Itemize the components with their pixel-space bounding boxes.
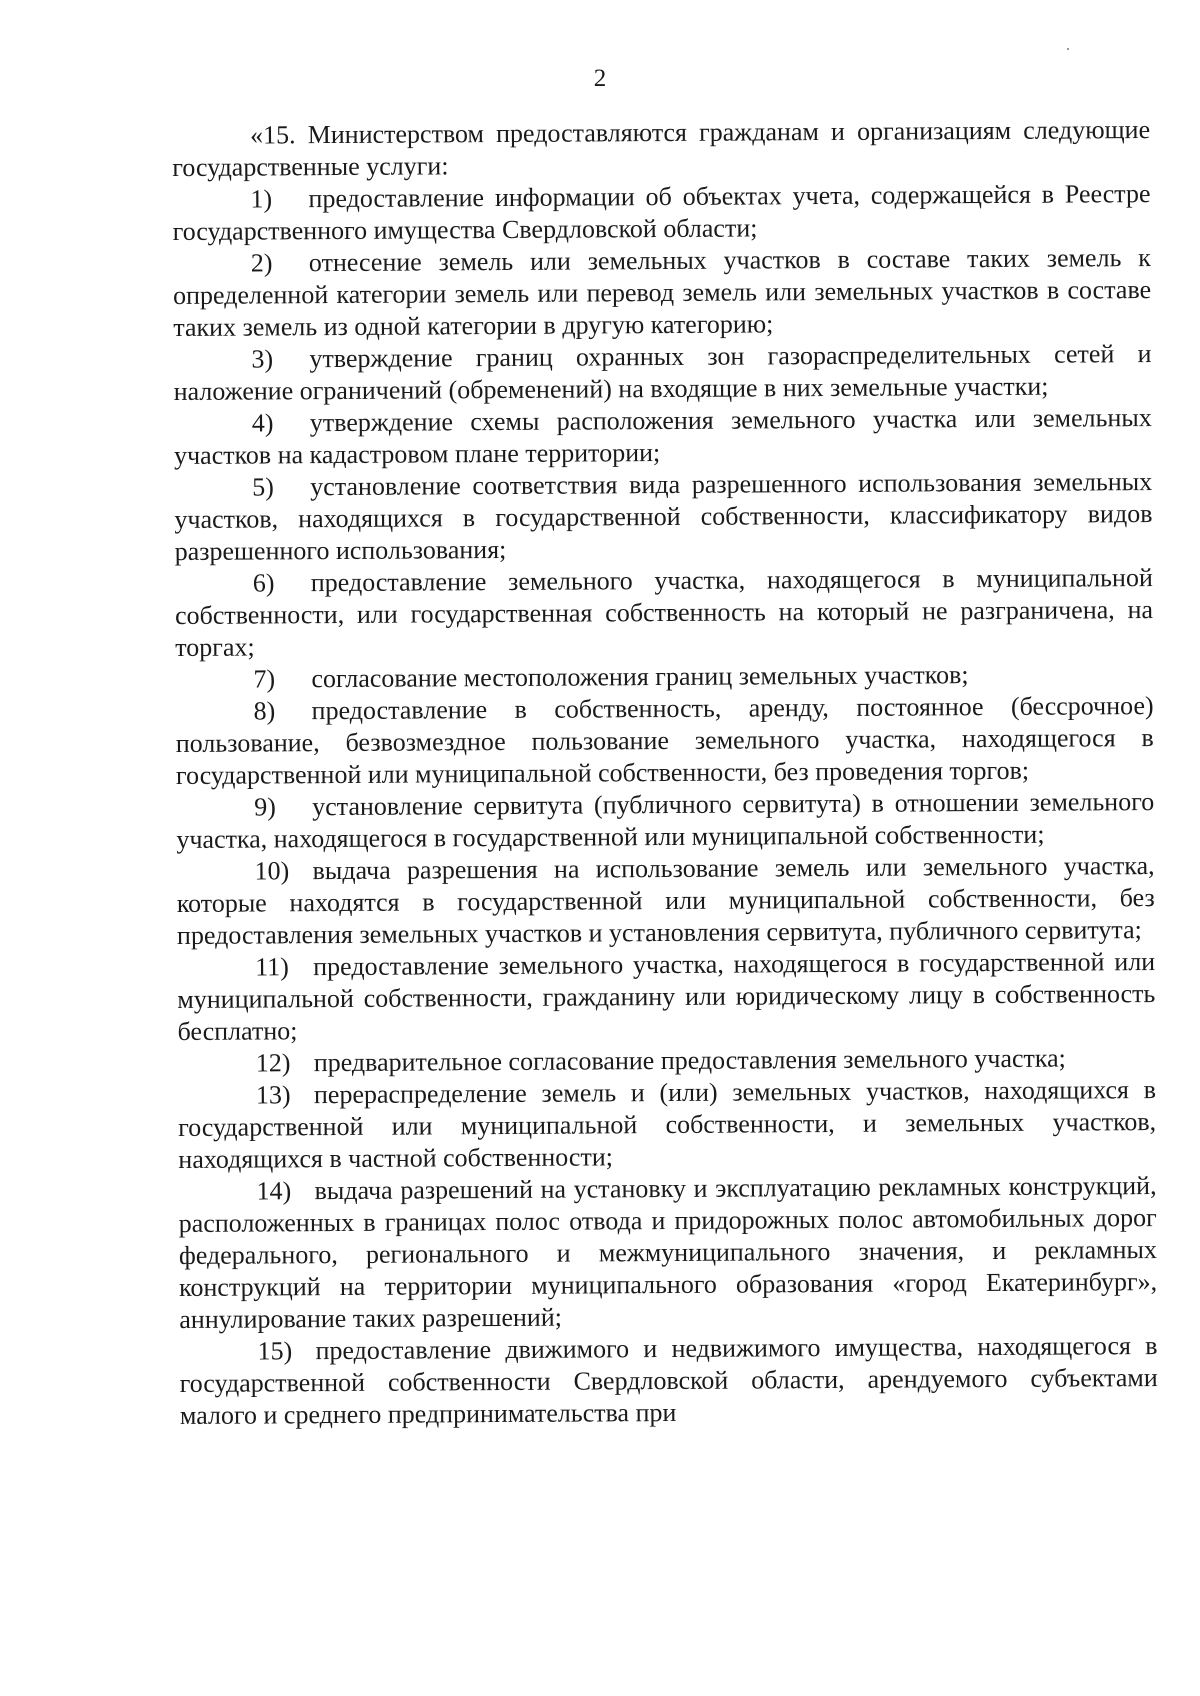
service-text: выдача разрешения на использование земель или земельного участка, которые находятся в государственной или муниципальной собственности, без предоставления земельных участков и установления сервитута, публичного сервитута; <box>176 851 1155 950</box>
service-item-3 <box>173 338 1151 408</box>
service-number: 1) <box>250 184 273 214</box>
service-text: установление соответствия вида разрешенного использования земельных участков, находящихся в государственной собственности, классификатору видов разрешенного использования; <box>174 467 1153 566</box>
service-item-2 <box>173 242 1152 344</box>
service-item-14 <box>178 1170 1157 1336</box>
intro-paragraph: «15. Министерством предоставляются гражданам и организациям следующие государственные услуги: <box>172 115 1151 182</box>
service-text: отнесение земель или земельных участков в составе таких земель к определенной категории земель или перевод земель или земельных участков в составе таких земель из одной категории в другую категорию; <box>172 243 1152 342</box>
service-text: согласование местоположения границ земельных участков; <box>311 660 969 694</box>
service-item-6 <box>175 562 1154 664</box>
service-number: 13) <box>255 1080 291 1110</box>
service-text: установление сервитута (публичного сервитута) в отношении земельного участка, находящегося в государственной или муниципальной собственности; <box>176 787 1155 854</box>
page-number: 2 <box>593 65 607 92</box>
service-number: 5) <box>252 472 275 502</box>
service-number: 8) <box>253 696 276 726</box>
service-item-10 <box>176 850 1155 952</box>
service-item-5 <box>174 466 1153 568</box>
document-body <box>172 114 1158 1432</box>
service-item-15 <box>179 1330 1158 1432</box>
service-item-8 <box>176 690 1155 792</box>
service-number: 15) <box>257 1336 293 1366</box>
service-item-4 <box>174 402 1152 472</box>
service-number: 14) <box>256 1176 292 1206</box>
scan-speck <box>1067 48 1069 50</box>
service-item-11 <box>177 946 1156 1048</box>
service-item-1 <box>172 178 1150 248</box>
service-text: предоставление движимого и недвижимого имущества, находящегося в государственной собственности Свердловской области, арендуемого субъектами малого и среднего предпринимательства при <box>179 1331 1158 1430</box>
service-number: 6) <box>252 568 275 598</box>
service-text: предоставление информации об объектах учета, содержащейся в Реестре государственного имущества Свердловской области; <box>172 179 1151 246</box>
service-item-9 <box>176 786 1154 856</box>
service-text: утверждение схемы расположения земельного участка или земельных участков на кадастровом плане территории; <box>173 403 1152 470</box>
service-number: 3) <box>251 344 274 374</box>
service-number: 12) <box>255 1048 291 1078</box>
service-text: выдача разрешений на установку и эксплуатацию рекламных конструкций, расположенных в границах полос отвода и придорожных полос автомобильных дорог федерального, регионального и межмуниципального значения, и рекламных конструкций на территории муниципального образования «город Екатеринбург», аннулирование таких разрешений; <box>178 1171 1158 1334</box>
service-text: предоставление земельного участка, находящегося в государственной или муниципальной собственности, гражданину или юридическому лицу в собственность бесплатно; <box>177 947 1156 1046</box>
service-number: 9) <box>254 792 276 822</box>
service-item-13 <box>178 1074 1157 1176</box>
service-number: 10) <box>254 856 290 886</box>
service-number: 11) <box>255 952 289 982</box>
service-text: предварительное согласование предоставления земельного участка; <box>313 1043 1066 1078</box>
service-text: перераспределение земель и (или) земельных участков, находящихся в государственной или муниципальной собственности, и земельных участков, находящихся в частной собственности; <box>178 1075 1157 1174</box>
service-text: предоставление земельного участка, находящегося в муниципальной собственности, или государственная собственность на который не разграничена, на торгах; <box>174 563 1154 662</box>
service-text: предоставление в собственность, аренду, постоянное (бессрочное) пользование, безвозмездное пользование земельного участка, находящегося в государственной или муниципальной собственности, без проведения торгов; <box>175 691 1154 790</box>
service-number: 4) <box>251 408 274 438</box>
service-number: 7) <box>253 664 276 694</box>
service-text: утверждение границ охранных зон газораспределительных сетей и наложение ограничений (обременений) на входящие в них земельные участки; <box>173 339 1152 406</box>
service-number: 2) <box>250 248 273 278</box>
